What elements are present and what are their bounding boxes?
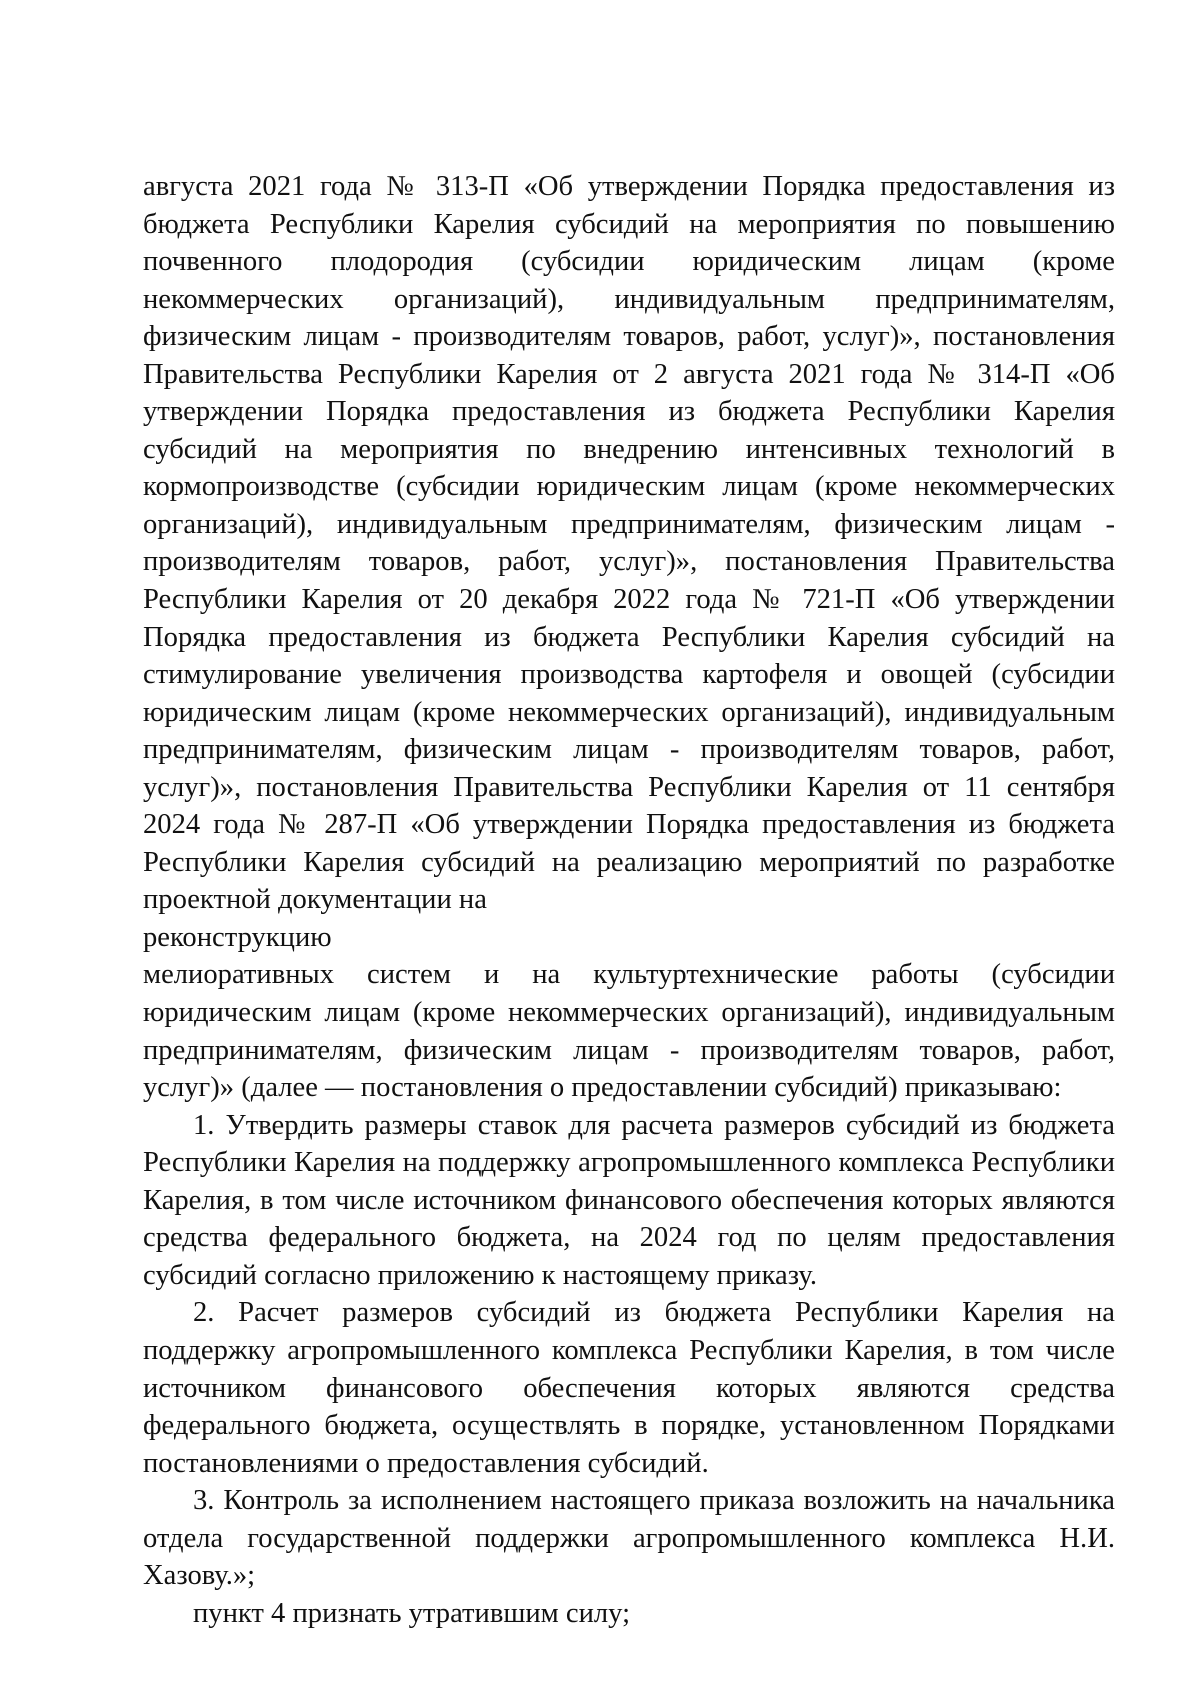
paragraph-item-3: 3. Контроль за исполнением настоящего приказа возложить на начальника отдела государственной поддержки агропромышленного комплекса Н.И. Хазову.»; (143, 1485, 1115, 1592)
paragraph-item-2: 2. Расчет размеров субсидий из бюджета Республики Карелия на поддержку агропромышленного комплекса Республики Карелия, в том числе источником финансового обеспечения которых являются средства федерального бюджета, осуществлять в порядке, установленном Порядками постановлениями о предоставления субсидий. (143, 1297, 1115, 1479)
paragraph-item-1: 1. Утвердить размеры ставок для расчета размеров субсидий из бюджета Республики Карелия на поддержку агропромышленного комплекса Республики Карелия, в том числе источником финансового обеспечения которых являются средства федерального бюджета, на 2024 год по целям предоставления субсидий согласно приложению к настоящему приказу. (143, 1109, 1115, 1291)
document-body (143, 168, 1115, 1632)
paragraph-continuation-end: мелиоративных систем и на культуртехнические работы (субсидии юридическим лицам (кроме некоммерческих организаций), индивидуальным предпринимателям, физическим лицам - производителям товаров, работ, услуг)» (далее — постановления о предоставлении субсидий) приказываю: (143, 959, 1115, 1104)
paragraph-item-4: пункт 4 признать утратившим силу; (193, 1597, 631, 1629)
paragraph-continuation-break: реконструкцию (143, 921, 332, 953)
paragraph-continuation: августа 2021 года № 313-П «Об утверждении Порядка предоставления из бюджета Республики Карелия субсидий на мероприятия по повышению почвенного плодородия (субсидии юридическим лицам (кроме некоммерческих организаций), индивидуальным предпринимателям, физическим лицам - производителям товаров, работ, услуг)», постановления Правительства Республики Карелия от 2 августа 2021 года № 314-П «Об утверждении Порядка предоставления из бюджета Республики Карелия субсидий на мероприятия по внедрению интенсивных технологий в кормопроизводстве (субсидии юридическим лицам (кроме некоммерческих организаций), индивидуальным предпринимателям, физическим лицам - производителям товаров, работ, услуг)», постановления Правительства Республики Карелия от 20 декабря 2022 года № 721-П «Об утверждении Порядка предоставления из бюджета Республики Карелия субсидий на стимулирование увеличения производства картофеля и овощей (субсидии юридическим лицам (кроме некоммерческих организаций), индивидуальным предпринимателям, физическим лицам - производителям товаров, работ, услуг)», постановления Правительства Республики Карелия от 11 сентября 2024 года № 287-П «Об утверждении Порядка предоставления из бюджета Республики Карелия субсидий на реализацию мероприятий по разработке проектной документации на (143, 171, 1115, 916)
